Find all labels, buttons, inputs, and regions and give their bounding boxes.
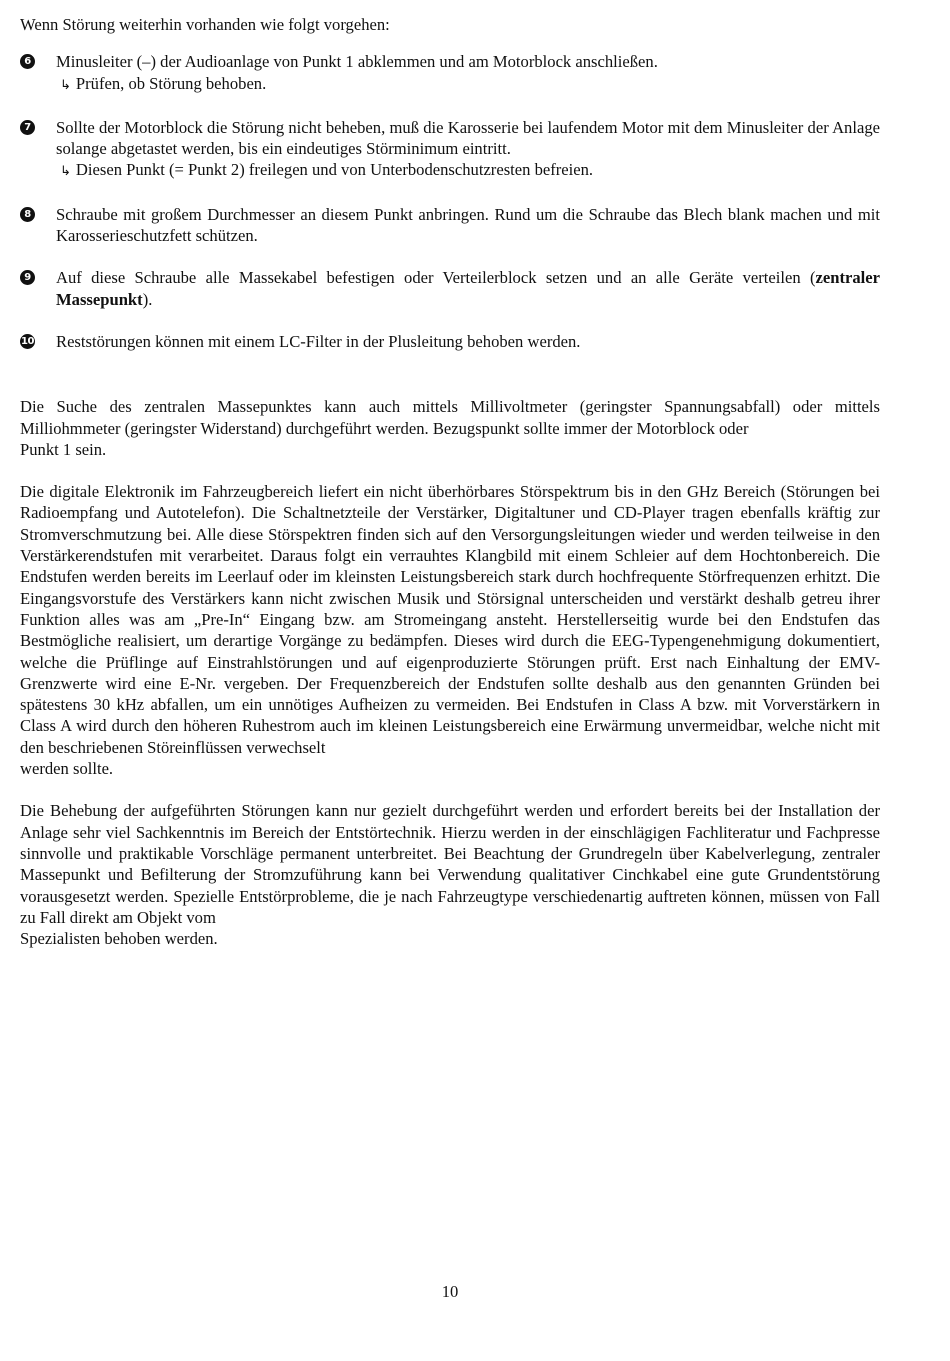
step-number-icon: 10 <box>21 335 34 347</box>
step-8 <box>20 204 880 247</box>
paragraph-behebung <box>20 800 880 949</box>
document-page <box>20 14 880 970</box>
step-text-part: Auf diese Schraube alle Massekabel befestigen oder Verteilerblock setzen und an alle Geräte verteilen ( <box>56 268 816 288</box>
step-subnote <box>56 159 880 182</box>
paragraph-body: Die Behebung der aufgeführten Störungen kann nur gezielt durchgeführt werden und erfordert bereits bei der Installation der Anlage sehr viel Sachkenntnis im Bereich der Entstörtechnik. Hierzu werden in der einschlägigen Fachliteratur und Fachpresse sinnvolle und praktikable Vorschläge permanent unterbreitet. Bei Beachtung der Grundregeln über Kabelverlegung, zentraler Massepunkt und Befilterung der Stromzuführung kann bei Verwendung qualitativer Cinchkabel eine gute Grundentstörung vorausgesetzt werden. Spezielle Entstörprobleme, die je nach Fahrzeugtype verschiedenartig auftreten können, müssen von Fall zu Fall direkt am Objekt vom <box>20 801 880 927</box>
step-subnote-text: Prüfen, ob Störung behoben. <box>75 73 267 93</box>
paragraph-last-line: Spezialisten behoben werden. <box>20 929 218 949</box>
step-10 <box>20 331 880 352</box>
paragraph-body: Die Suche des zentralen Massepunktes kann auch mittels Millivoltmeter (geringster Spannungsabfall) oder mittels Milliohmmeter (geringster Widerstand) durchgeführt werden. Bezugspunkt sollte immer der Motorblock oder <box>20 397 880 438</box>
hand-arrow-icon: ↳ <box>60 77 71 93</box>
step-number-icon: 6 <box>20 54 35 69</box>
step-subnote <box>56 73 880 96</box>
step-number-icon: 8 <box>20 207 35 222</box>
step-text-part: ). <box>142 289 153 309</box>
step-text: Reststörungen können mit einem LC-Filter in der Plusleitung behoben werden. <box>56 331 581 351</box>
hand-arrow-icon: ↳ <box>60 164 71 180</box>
paragraph-elektronik <box>20 481 880 779</box>
step-9 <box>20 267 880 310</box>
step-text: Sollte der Motorblock die Störung nicht beheben, muß die Karosserie bei laufendem Motor mit dem Minusleiter der Anlage solange abgetastet werden, bis ein eindeutiges Störminimum eintritt. <box>56 117 880 159</box>
step-subnote-text: Diesen Punkt (= Punkt 2) freilegen und von Unterbodenschutzresten befreien. <box>75 160 594 180</box>
paragraph-last-line: werden sollte. <box>20 759 114 779</box>
paragraph-massepunkt <box>20 396 880 460</box>
emphasis-text: zentraler Massepunkt <box>56 268 880 309</box>
step-number-icon: 7 <box>20 120 35 135</box>
paragraph-last-line: Punkt 1 sein. <box>20 439 107 459</box>
step-text: Schraube mit großem Durchmesser an diesem Punkt anbringen. Rund um die Schraube das Blech blank machen und mit Karosserieschutzfett schützen. <box>56 204 880 246</box>
intro-text: Wenn Störung weiterhin vorhanden wie folgt vorgehen: <box>20 15 390 34</box>
step-6 <box>20 51 880 96</box>
page-number: 10 <box>441 1282 459 1301</box>
step-number-icon: 9 <box>20 270 35 285</box>
step-7 <box>20 117 880 183</box>
step-text <box>56 267 880 310</box>
paragraph-body: Die digitale Elektronik im Fahrzeugbereich liefert ein nicht überhörbares Störspektrum bis in den GHz Bereich (Störungen bei Radioempfang und Autotelefon). Die Schaltnetzteile der Verstärker, Digitaltuner und CD-Player tragen ebenfalls kräftig zur Stromverschmutzung bei. Alle diese Störspektren finden sich auf den Versorgungsleitungen wieder und werden teilweise in den Verstärkerendstufen mit verarbeitet. Daraus folgt ein verrauhtes Klangbild mit einem Schleier auf dem Hochtonbereich. Die Endstufen werden bereits im Leerlauf oder im kleinsten Leistungsbereich stark durch hochfrequente Störfrequenzen erhitzt. Die Eingangsvorstufe des Verstärkers kann nicht zwischen Musik und Störsignal unterscheiden und verstärkt deshalb getreu ihrer Funktion alles was am „Pre-In“ Eingang bzw. am Stromeingang ansteht. Herstellerseitig wurde bei den Endstufen das Bestmögliche realisiert, um derartige Vorgänge zu bedämpfen. Dieses wird durch die EEG-Typengenehmigung dokumentiert, welche die Prüflinge auf Einstrahlstörungen und auf eigenproduzierte Störungen prüft. Erst nach Einhaltung der EMV-Grenzwerte wird eine E-Nr. vergeben. Der Frequenzbereich der Endstufen sollte deshalb aus den genannten Gründen bei spätestens 30 kHz abfallen, um ein unnötiges Aufheizen zu vermeiden. Bei Endstufen in Class A bzw. mit Vorverstärkern in Class A wird durch den höheren Ruhestrom auch im kleinen Leistungsbereich eine Erwärmung unvermeidbar, welche nicht mit den beschriebenen Störeinflüssen verwechselt <box>20 482 880 757</box>
step-text: Minusleiter (–) der Audioanlage von Punkt 1 abklemmen und am Motorblock anschließen. <box>56 52 658 72</box>
